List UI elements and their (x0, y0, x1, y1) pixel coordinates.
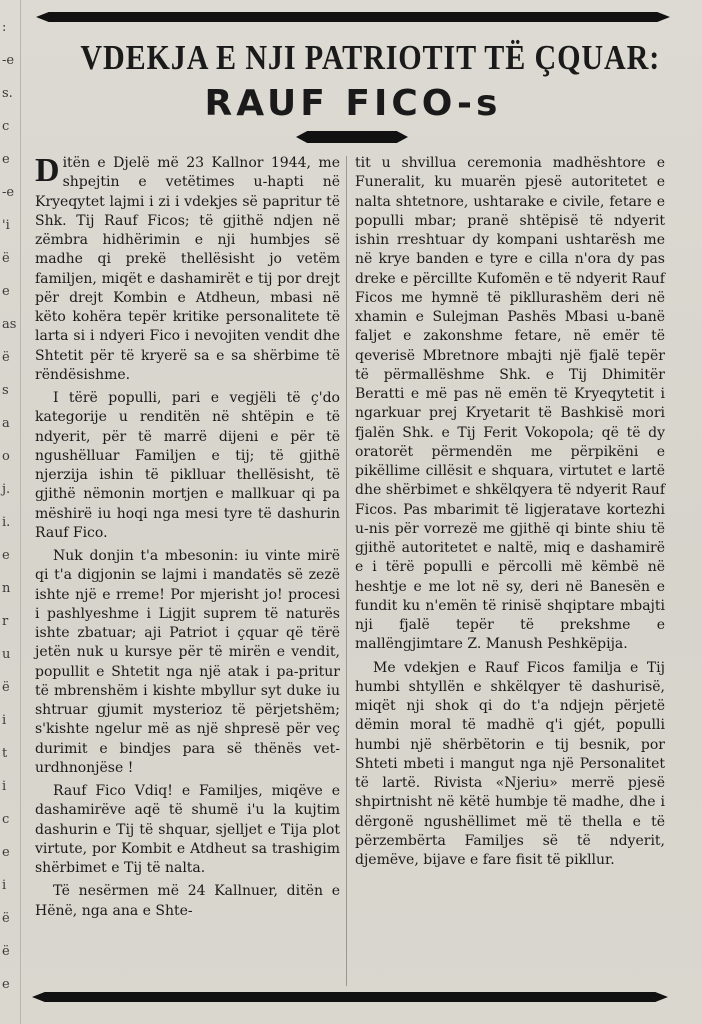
adjacent-page-edge (0, 0, 21, 1024)
edge-fragment: i. (2, 515, 11, 530)
edge-fragment: c (2, 119, 10, 134)
edge-fragment: i (2, 878, 7, 893)
edge-fragment: e (2, 284, 10, 299)
edge-fragment: 'i (2, 218, 10, 233)
article-subheadline: RAUF FICO-s (204, 83, 502, 124)
edge-fragment: e (2, 845, 10, 860)
edge-fragment: a (2, 416, 10, 431)
article-headline: VDEKJA E NJI PATRIOTIT TË ÇQUAR: (80, 38, 661, 77)
edge-fragment: s (2, 383, 9, 398)
left-column (35, 154, 340, 925)
edge-fragment: as (2, 317, 17, 332)
edge-fragment: i (2, 713, 7, 728)
edge-fragment: o (2, 449, 10, 464)
paragraph-6: tit u shvillua ceremonia madhështore e Funeralit, ku muarën pjesë autoritetet e nalta shtetnore, ushtarake e civile, fetare e populli mbar; pranë shtëpisë të ndyerit ishin rreshtuar dy kompani ushtarësh me në krye banden e tyre e cilla n'ora dy pas dreke e përcillte Kufomën e të ndyerit Rauf Ficos me hymnë të pikllurashëm deri në xhamin e Sulejman Pashës Mbasi u-banë faljet e zakonshme fetare, në emër të qeverisë Mbretnore mbajti një fjalë tepër të përmallëshme Shk. e Tij Dhimitër Beratti e më pas në emën të Kryeqytetit i ngarkuar prej Kryetarit të Bashkisë mori fjalën Shk. e Tij Ferit Vokopola; që të dy oratorët përmendën me përpikëni e pikëllime cillësit e shquara, virtutet e lartë dhe shërbimet e shkëlqyera të ndyerit Rauf Ficos. Pas mbarimit të ligjeratave kortezhi u-nis për vorrezë me gjithë qi binte shiu të gjithë autoritetet e naltë, miq e dashamirë e i tërë populli e përcolli më këmbë në heshtje e me lot në sy, deri në Banesën e fundit ku n'emën të rinisë shqiptare mbajti nji fjalë tepër të prekshme e mallëngjimtare Z. Manush Peshkëpija. (355, 155, 665, 653)
edge-fragment: t (2, 746, 8, 761)
edge-fragment: r (2, 614, 9, 629)
right-column (355, 154, 665, 874)
edge-fragment: u (2, 647, 11, 662)
paragraph-4: Rauf Fico Vdiq! e Familjes, miqëve e dashamirëve aqë të shumë i'u la kujtim dashurin e Tij të shquar, sjelljet e Tija plot virtute, por Kombit e Atdheut sa trashigim shërbimet e Tij të nalta. (35, 783, 340, 876)
top-ornamental-rule (36, 12, 670, 22)
edge-fragment: ë (2, 350, 10, 365)
bottom-ornamental-rule (32, 992, 668, 1002)
edge-fragment: s. (2, 86, 13, 101)
paragraph-3: Nuk donjin t'a mbesonin: iu vinte mirë qi t'a digjonin se lajmi i mandatës së zezë ishte një e rreme! Por mjerisht jo! procesi i pashlyeshme i Ligjit suprem të naturës ishte zbatuar; aji Patriot i çquar që tërë jetën nuk u kursye për të mirën e vendit, popullit e Shtetit nga një atak i pa-pritur të mbrenshëm i kishte mbyllur syt duke iu shtruar gjumit mysterioz të përjetshëm; s'kishte ngelur më as një shpresë për veç durimit e bindjes para së thënës vet-urdhnonjëse ! (35, 548, 340, 776)
paragraph-7: Me vdekjen e Rauf Ficos familja e Tij humbi shtyllën e shkëlqyer të dashurisë, miqët nji shok qi do t'a ndjejn përjetë dëmin moral të madhë q'i gjét, populli humbi një shërbëtorin e tij besnik, por Shteti mbeti i mangut nga një Personalitet të lartë. Rivista «Njeriu» merrë pjesë shpirtnisht në këtë humbje të madhe, dhe i dërgonë ngushëllimet më të thella e të përzembërta Familjes së të ndyerit, djemëve, bijave e fare fisit të pikllur. (355, 659, 665, 868)
edge-fragment: ë (2, 680, 10, 695)
paragraph-1 (35, 154, 340, 385)
edge-fragment: e (2, 548, 10, 563)
edge-fragment: c (2, 812, 10, 827)
paragraph-5: Të nesërmen më 24 Kallnuer, ditën e Hënë, nga ana e Shte- (35, 883, 340, 919)
edge-fragment: : (2, 20, 7, 35)
edge-fragment: ë (2, 251, 10, 266)
edge-fragment: j. (2, 482, 11, 497)
edge-fragment: e (2, 152, 10, 167)
edge-fragment: -e (2, 185, 15, 200)
drop-cap: D (35, 152, 60, 189)
edge-fragment: n (2, 581, 11, 596)
edge-fragment: -e (2, 53, 15, 68)
column-divider (346, 156, 347, 986)
edge-fragment: ë (2, 944, 10, 959)
edge-fragment: i (2, 779, 7, 794)
paragraph-2: I tërë populli, pari e vegjëli të ç'do kategorije u renditën në shtëpin e të ndyerit, për të marrë dijeni e për të ngushëlluar Familjen e tij; të gjithë njerzija ishin të piklluar thellësisht, të gjithë nëmonin mortjen e mallkuar qi pa mëshirë iu hoqi nga mesi tyre të dashurin Rauf Fico. (35, 390, 340, 541)
edge-fragment: e (2, 977, 10, 992)
paragraph-1-text: itën e Djelë më 23 Kallnor 1944, me shpejtin e vetëtimes u-hapti në Kryeqytet lajmi i zi i vdekjes së papritur të Shk. Tij Rauf Ficos; të gjithë ndjen në zëmbra hidhërimin e nji humbjes së madhe qi prekë thellësisht jo vetëm familjen, miqët e dashamirët e tij por drejt për drejt Kombin e Atdheun, mbasi në këto kohëra tepër kritike personalitete të larta si i ndyeri Fico i nevojiten vendit dhe Shtetit për të kryerë sa e sa shërbime të rëndësishme. (35, 155, 340, 383)
edge-fragment: ë (2, 911, 10, 926)
headline-divider-rule (296, 131, 408, 143)
